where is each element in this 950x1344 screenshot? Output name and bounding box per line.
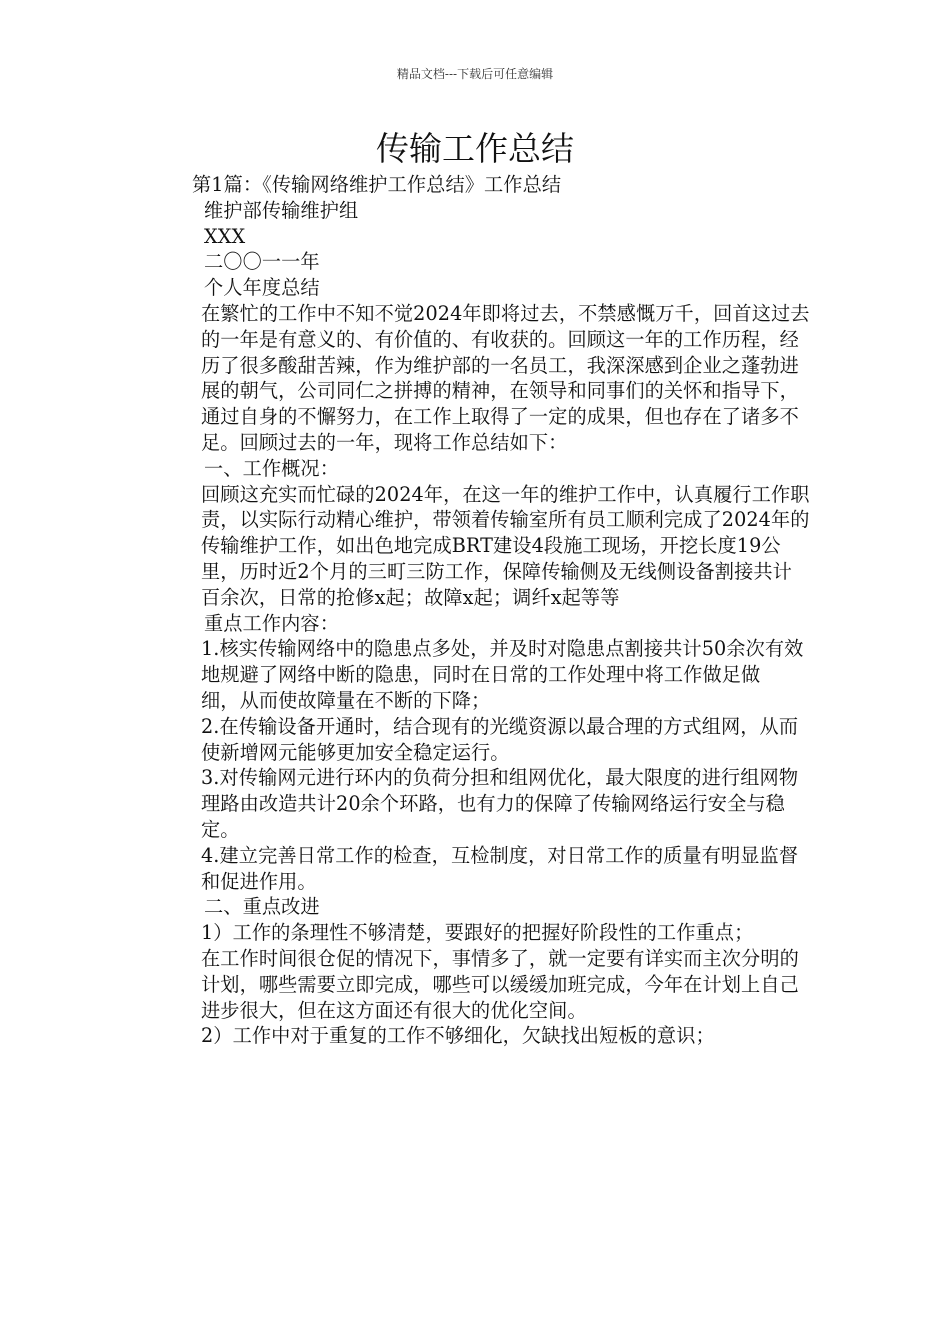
improvement-item: 2）工作中对于重复的工作不够细化，欠缺找出短板的意识； [201, 1024, 715, 1048]
list-item: 1.核实传输网络中的隐患点多处，并及时对隐患点割接共计50余次有效 [201, 637, 804, 661]
subsection-heading: 重点工作内容： [204, 611, 340, 635]
document-title: 传输工作总结 [376, 129, 574, 168]
improvement-item: 1）工作的条理性不够清楚，要跟好的把握好阶段性的工作重点； [201, 921, 754, 945]
author-line: XXX [204, 224, 246, 248]
improvement-paragraph: 在工作时间很仓促的情况下，事情多了，就一定要有详实而主次分明的计划，哪些需要立即完成，哪些可以缓缓加班完成，今年在计划上自己进步很大，但在这方面还有很大的优化空间。 [201, 946, 799, 1022]
page-header: 精品文档---下载后可任意编辑 [396, 67, 554, 81]
document-body [146, 172, 810, 1049]
department-line: 维护部传输维护组 [204, 198, 359, 222]
section-heading: 二、重点改进 [204, 895, 320, 919]
list-item-continuation: 细，从而使故障量在不断的下降； [201, 688, 491, 712]
list-item-continuation: 使新增网元能够更加安全稳定运行。 [201, 740, 510, 764]
list-item-continuation: 和促进作用。 [201, 869, 317, 893]
summary-label: 个人年度总结 [204, 276, 320, 300]
list-item-continuation: 地规避了网络中断的隐患，同时在日常的工作处理中将工作做足做 [201, 663, 761, 687]
list-item: 4.建立完善日常工作的检查，互检制度，对日常工作的质量有明显监督 [201, 843, 799, 867]
year-line: 二〇〇一一年 [204, 250, 320, 274]
list-item: 3.对传输网元进行环内的负荷分担和组网优化，最大限度的进行组网物 [201, 766, 799, 790]
list-item-continuation: 理路由改造共计20余个环路，也有力的保障了传输网络运行安全与稳定。 [201, 792, 785, 841]
section-heading: 一、工作概况： [204, 456, 340, 480]
list-item: 2.在传输设备开通时，结合现有的光缆资源以最合理的方式组网，从而 [201, 714, 799, 738]
overview-paragraph: 回顾这充实而忙碌的2024年，在这一年的维护工作中，认真履行工作职责，以实际行动精心维护，带领着传输室所有员工顺利完成了2024年的传输维护工作，如出色地完成BRT建设4段施工现场，开挖长度19公里，历时近2个月的三町三防工作，保障传输侧及无线侧设备割接共计百余次，日常的抢修x起；故障x起；调纤x起等等 [201, 482, 810, 609]
intro-paragraph: 在繁忙的工作中不知不觉2024年即将过去，不禁感慨万千，回首这过去的一年是有意义的、有价值的、有收获的。回顾这一年的工作历程，经历了很多酸甜苦辣，作为维护部的一名员工，我深深感到企业之蓬勃进展的朝气，公司同仁之拼搏的精神，在领导和同事们的关怀和指导下，通过自身的不懈努力，在工作上取得了一定的成果，但也存在了诸多不足。回顾过去的一年，现将工作总结如下： [201, 301, 810, 454]
chapter-heading: 第1篇：《传输网络维护工作总结》工作总结 [192, 173, 562, 196]
